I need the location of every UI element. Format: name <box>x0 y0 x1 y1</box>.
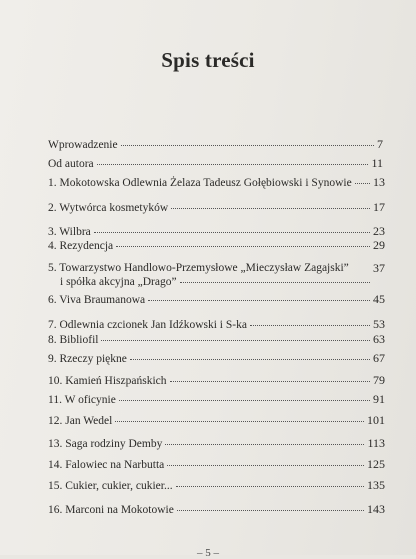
toc-entry-title: Wprowadzenie <box>48 139 118 151</box>
toc-entry <box>48 317 385 332</box>
page-number-footer: – 5 – <box>197 547 219 559</box>
toc-entry-title: 10. Kamień Hiszpańskich <box>48 375 167 387</box>
toc-entry <box>48 502 385 517</box>
toc-entry-title: 14. Falowiec na Narbutta <box>48 459 165 471</box>
dot-leader <box>130 358 370 360</box>
toc-entry <box>48 373 385 388</box>
toc-entry-page: 53 <box>373 317 385 331</box>
dot-leader <box>94 231 370 233</box>
toc-entry-page: 125 <box>367 457 385 471</box>
toc-entry-page: 79 <box>373 373 385 387</box>
toc-entry <box>48 262 385 289</box>
toc-entry <box>48 478 385 493</box>
toc-entry-page: 37 <box>373 261 385 275</box>
toc-entry-page: 67 <box>373 351 385 365</box>
dot-leader <box>97 163 369 165</box>
dot-leader <box>355 182 370 184</box>
dot-leader <box>180 281 370 283</box>
toc-entry <box>48 436 385 451</box>
toc-entry-title-continued: i spółka akcyjna „Drago” <box>60 276 177 288</box>
toc-entry-page: 13 <box>373 175 385 189</box>
toc-entry-title: 11. W oficynie <box>48 394 116 406</box>
toc-entry-title: 13. Saga rodziny Demby <box>48 438 163 450</box>
toc-entry-title: 1. Mokotowska Odlewnia Żelaza Tadeusz Gołębiowski i Synowie <box>48 177 352 189</box>
toc-entry-page: 7 <box>377 137 383 151</box>
dot-leader <box>119 399 370 401</box>
dot-leader <box>171 207 370 209</box>
toc-entry-page: 91 <box>373 392 385 406</box>
toc-entry-title: 9. Rzeczy piękne <box>48 353 127 365</box>
toc-entry-title: 15. Cukier, cukier, cukier... <box>48 480 173 492</box>
toc-entry <box>48 332 385 347</box>
toc-entry <box>48 156 383 171</box>
dot-leader <box>121 144 374 146</box>
dot-leader <box>115 420 364 422</box>
toc-entry-page: 101 <box>367 413 385 427</box>
dot-leader <box>167 464 364 466</box>
page-title: Spis treści <box>161 48 255 72</box>
dot-leader <box>116 245 370 247</box>
toc-entry-page: 11 <box>371 156 383 170</box>
toc-entry-title: 12. Jan Wedel <box>48 415 113 427</box>
toc-entry <box>48 137 383 152</box>
toc-entry-title: 7. Odlewnia czcionek Jan Idźkowski i S-ka <box>48 319 247 331</box>
dot-leader <box>165 443 364 445</box>
toc-entry-page: 45 <box>373 292 385 306</box>
toc-entry-page: 23 <box>373 224 385 238</box>
toc-entry <box>48 292 385 307</box>
toc-entry-title: 3. Wilbra <box>48 226 91 238</box>
toc-entry-page: 63 <box>373 332 385 346</box>
toc-entry-title: 8. Bibliofil <box>48 334 99 346</box>
toc-entry <box>48 457 385 472</box>
toc-entry-page: 113 <box>367 436 385 450</box>
toc-entry-title: Od autora <box>48 158 94 170</box>
toc-entry <box>48 413 385 428</box>
toc-entry-page: 135 <box>367 478 385 492</box>
toc-entry-title: 4. Rezydencja <box>48 240 114 252</box>
toc-entry-page: 17 <box>373 200 385 214</box>
toc-entry <box>48 351 385 366</box>
toc-entry-title: 6. Viva Braumanowa <box>48 294 146 306</box>
toc-entry-title: 16. Marconi na Mokotowie <box>48 504 174 516</box>
dot-leader <box>101 339 370 341</box>
toc-entry <box>48 224 385 239</box>
toc-entry <box>48 238 385 253</box>
toc-entry-page: 29 <box>373 238 385 252</box>
dot-leader <box>250 324 370 326</box>
toc-entry <box>48 175 385 190</box>
dot-leader <box>148 299 370 301</box>
toc-entry <box>48 200 385 215</box>
toc-entry-title: 2. Wytwórca kosmetyków <box>48 202 169 214</box>
dot-leader <box>170 380 371 382</box>
toc-entry <box>48 392 385 407</box>
dot-leader <box>176 485 364 487</box>
toc-entry-title: 5. Towarzystwo Handlowo-Przemysłowe „Mieczysław Zagajski” <box>48 262 349 274</box>
dot-leader <box>177 509 364 511</box>
toc-entry-page: 143 <box>367 502 385 516</box>
